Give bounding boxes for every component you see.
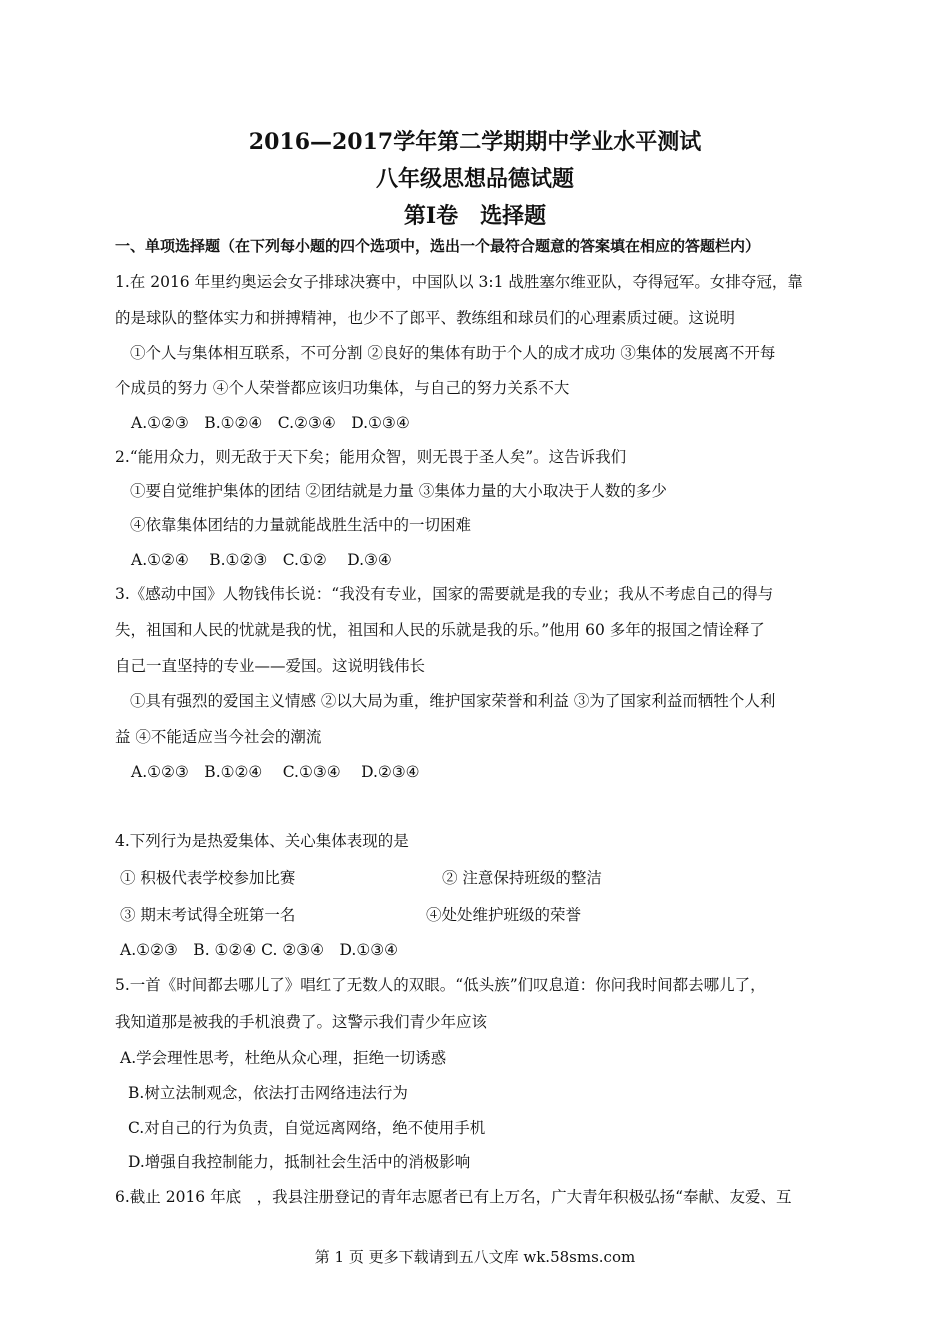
q3-line4: ①具有强烈的爱国主义情感 ②以大局为重，维护国家荣誉和利益 ③为了国家利益而牺牲个人利 [130, 692, 776, 710]
q3-options: A.①②③ B.①②④ C.①③④ D.②③④ [131, 763, 420, 781]
q3-line1: 3.《感动中国》人物钱伟长说：“我没有专业，国家的需要就是我的专业；我从不考虑自己的得与 [115, 585, 774, 603]
exam-subtitle: 八年级思想品德试题 [375, 166, 574, 192]
q2-line3: ④依靠集体团结的力量就能战胜生活中的一切困难 [130, 516, 472, 534]
q5-option-a: A.学会理性思考，杜绝从众心理，拒绝一切诱惑 [120, 1049, 447, 1067]
page-footer: 第 1 页 更多下载请到五八文库 wk.58sms.com [314, 1248, 636, 1266]
q3-line3: 自己一直坚持的专业——爱国。这说明钱伟长 [115, 657, 426, 675]
q5-line2: 我知道那是被我的手机浪费了。这警示我们青少年应该 [115, 1013, 488, 1031]
q1-line4: 个成员的努力 ④个人荣誉都应该归功集体，与自己的努力关系不大 [115, 379, 570, 397]
exam-title: 2016—2017学年第二学期期中学业水平测试 [248, 129, 702, 155]
q1-options: A.①②③ B.①②④ C.②③④ D.①③④ [131, 414, 410, 432]
q5-line1: 5.一首《时间都去哪儿了》唱红了无数人的双眼。“低头族”们叹息道：你问我时间都去哪儿了， [115, 976, 766, 994]
part-title: 第Ⅰ卷 选择题 [403, 203, 547, 229]
q3-line2: 失，祖国和人民的忧就是我的忧，祖国和人民的乐就是我的乐。”他用 60 多年的报国之情诠释了 [115, 621, 765, 639]
q3-line5: 益 ④不能适应当今社会的潮流 [115, 728, 322, 746]
q2-options: A.①②④ B.①②③ C.①② D.③④ [131, 551, 392, 569]
q4-option-1: ① 积极代表学校参加比赛 [120, 869, 296, 887]
q2-line1: 2.“能用众力，则无敌于天下矣；能用众智，则无畏于圣人矣”。这告诉我们 [115, 448, 627, 466]
q1-line3: ①个人与集体相互联系，不可分割 ②良好的集体有助于个人的成才成功 ③集体的发展离不开每 [130, 344, 776, 362]
section-heading: 一、单项选择题（在下列每小题的四个选项中，选出一个最符合题意的答案填在相应的答题栏内） [115, 237, 761, 255]
q2-line2: ①要自觉维护集体的团结 ②团结就是力量 ③集体力量的大小取决于人数的多少 [130, 482, 667, 500]
q4-option-3: ③ 期末考试得全班第一名 [120, 906, 296, 924]
q4-line1: 4.下列行为是热爱集体、关心集体表现的是 [115, 832, 409, 850]
q4-option-4: ④处处维护班级的荣誉 [426, 906, 582, 924]
q5-option-c: C.对自己的行为负责，自觉远离网络，绝不使用手机 [128, 1119, 486, 1137]
q4-option-2: ② 注意保持班级的整洁 [442, 869, 602, 887]
q1-line1: 1.在 2016 年里约奥运会女子排球决赛中，中国队以 3:1 战胜塞尔维亚队，夺得冠军。女排夺冠，靠 [115, 273, 803, 291]
q6-line1: 6.截止 2016 年底 ，我县注册登记的青年志愿者已有上万名，广大青年积极弘扬“奉献、友爱、互 [115, 1188, 792, 1206]
q5-option-d: D.增强自我控制能力，抵制社会生活中的消极影响 [128, 1153, 471, 1171]
q4-options: A.①②③ B. ①②④ C. ②③④ D.①③④ [120, 941, 399, 959]
q1-line2: 的是球队的整体实力和拼搏精神，也少不了郎平、教练组和球员们的心理素质过硬。这说明 [115, 309, 736, 327]
q5-option-b: B.树立法制观念，依法打击网络违法行为 [128, 1084, 408, 1102]
